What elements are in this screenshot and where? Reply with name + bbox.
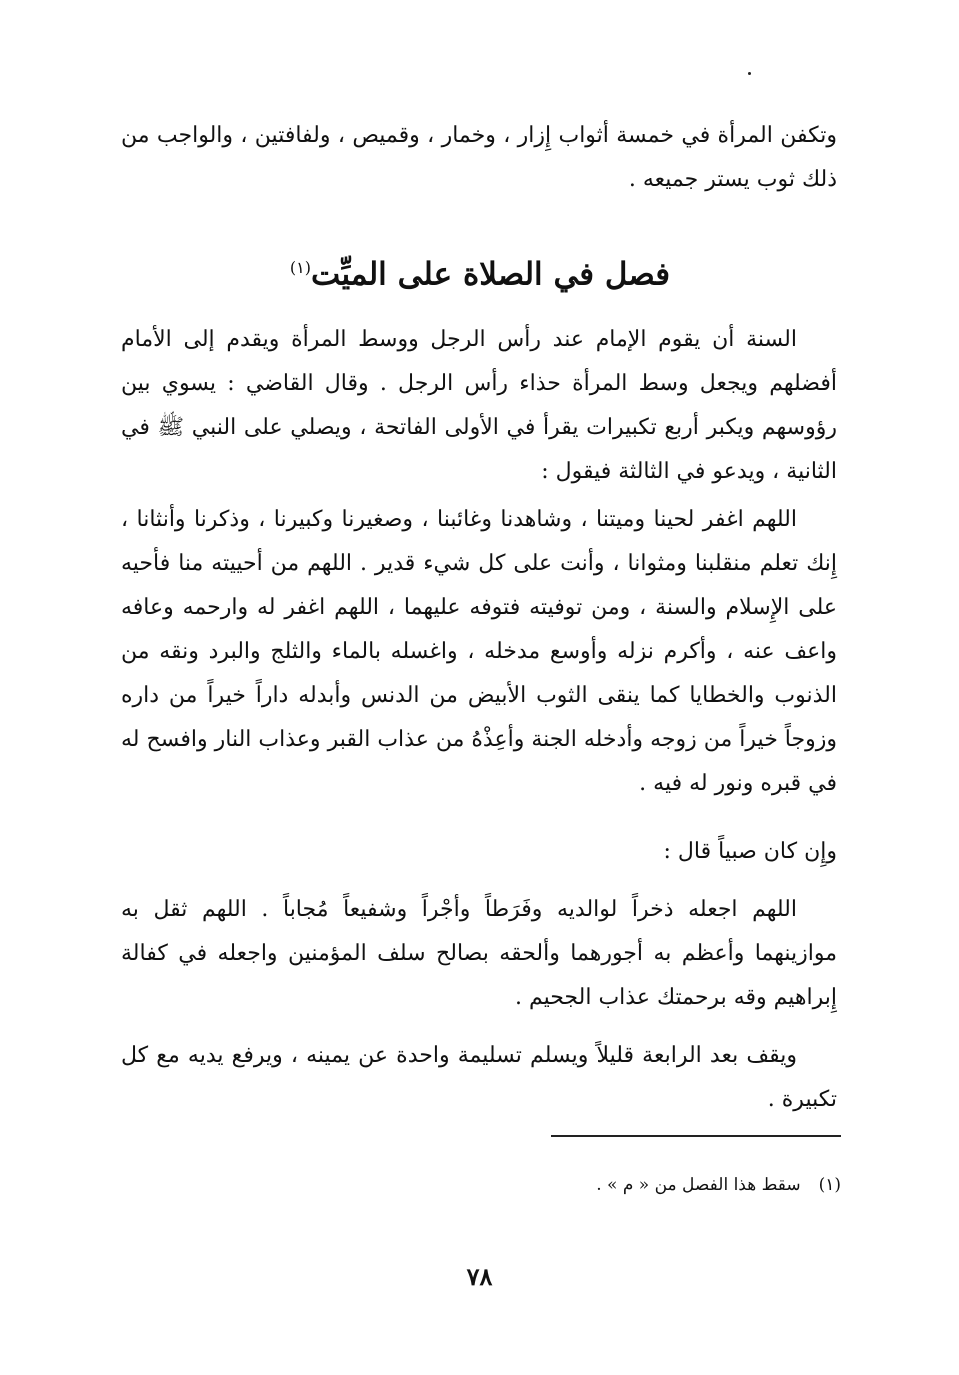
page-number: ٧٨ bbox=[466, 1262, 493, 1291]
sunnah-paragraph: السنة أن يقوم الإمام عند رأس الرجل ووسط المرأة ويقدم إلى الأمام أفضلهم ويجعل وسط المرأة حذاء رأس الرجل . وقال القاضي : يسوي بين رؤوسهم ويكبر أربع تكبيرات يقرأ في الأولى الفاتحة ، ويصلي على النبي ﷺ في الثانية ، ويدعو في الثالثة فيقول : bbox=[121, 327, 837, 484]
page-speck bbox=[748, 72, 751, 75]
heading-footnote-marker: (١) bbox=[289, 258, 312, 277]
footnote-separator bbox=[551, 1135, 841, 1137]
ending-paragraph-block bbox=[121, 1034, 837, 1122]
child-dua-block bbox=[121, 888, 837, 1020]
child-dua-paragraph: اللهم اجعله ذخراً لوالديه وفَرَطاً وأجْراً وشفيعاً مُجاباً . اللهم ثقل به موازينهما وأعظم به أجورهما وألحقه بصالح سلف المؤمنين واجعله في كفالة إِبراهيم وقه برحمتك عذاب الجحيم . bbox=[121, 897, 837, 1010]
section-title: فصل في الصلاة على الميِّت bbox=[311, 256, 671, 293]
child-intro-block bbox=[121, 830, 837, 874]
ending-paragraph: ويقف بعد الرابعة قليلاً ويسلم تسليمة واحدة عن يمينه ، ويرفع يديه مع كل تكبيرة . bbox=[121, 1043, 837, 1112]
footnote-text: سقط هذا الفصل من « م » . bbox=[596, 1175, 801, 1195]
footnote bbox=[125, 1168, 841, 1202]
section-heading bbox=[122, 238, 838, 304]
sunnah-paragraph-block bbox=[121, 318, 837, 494]
dua-paragraph-block bbox=[121, 498, 837, 806]
child-intro-paragraph: وإِن كان صبياً قال : bbox=[663, 839, 837, 864]
footnote-number: (١) bbox=[818, 1175, 841, 1195]
intro-paragraph-block bbox=[121, 114, 837, 202]
dua-paragraph: اللهم اغفر لحينا وميتنا ، وشاهدنا وغائبنا ، وصغيرنا وكبيرنا ، وذكرنا وأنثانا ، إِنك تعلم منقلبنا ومثوانا ، وأنت على كل شيء قدير . اللهم من أحييته منا فأحيه على الإِسلام والسنة ، ومن توفيته فتوفه عليهما ، اللهم اغفر له وارحمه وعافه واعف عنه ، وأكرم نزله وأوسع مدخله ، واغسله بالماء والثلج والبرد ونقه من الذنوب والخطايا كما ينقى الثوب الأبيض من الدنس وأبدله داراً خيراً من داره وزوجاً خيراً من زوجه وأدخله الجنة وأعِذْهُ من عذاب القبر وعذاب النار وافسح له في قبره ونور له فيه . bbox=[121, 507, 837, 796]
intro-paragraph: وتكفن المرأة في خمسة أثواب إِزار ، وخمار ، وقميص ، ولفافتين ، والواجب من ذلك ثوب يستر جميعه . bbox=[121, 123, 837, 192]
